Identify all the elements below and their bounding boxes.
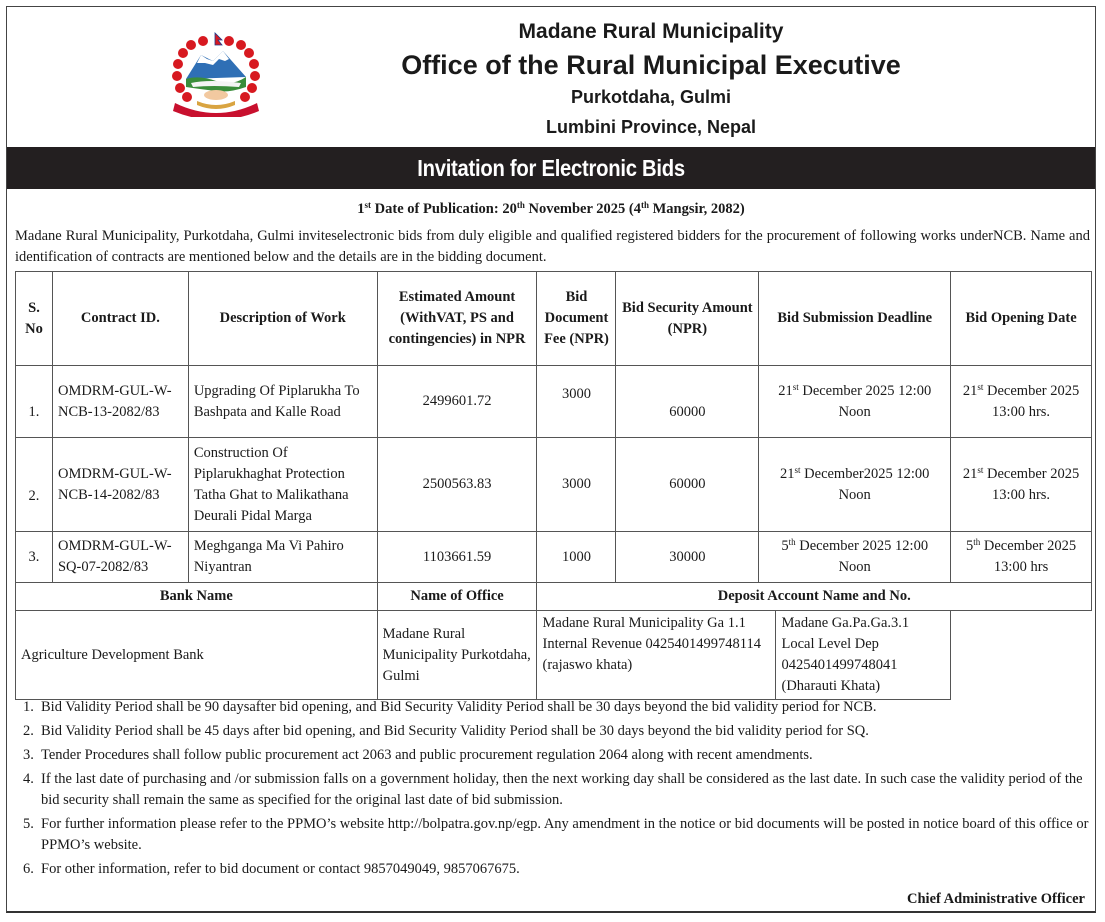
header-opening: Bid Opening Date (951, 272, 1092, 366)
cell-description: Upgrading Of Piplarukha To Bashpata and Kalle Road (188, 366, 377, 438)
deposit-account-revenue: Madane Rural Municipality Ga 1.1 Internal Revenue 0425401499748114 (rajaswo khata) (537, 611, 776, 699)
note-number: 3. (23, 747, 34, 763)
cell-description: Construction Of Piplarukhaghat Protection Tatha Ghat to Malikathana Deurali Pidal Marga (188, 438, 377, 532)
header-contract-id: Contract ID. (52, 272, 188, 366)
note-item (23, 769, 1097, 811)
header-description: Description of Work (188, 272, 377, 366)
deadline-day: 21 (778, 382, 793, 399)
signature: Chief Administrative Officer (907, 891, 1085, 907)
cell-doc-fee: 3000 (537, 366, 616, 438)
municipality-name: Madane Rural Municipality (518, 20, 784, 43)
nepali-date: Mangsir, 2082) (648, 201, 745, 217)
deadline-day: 21 (780, 465, 795, 482)
opening-rest: December 2025 13:00 hrs. (983, 382, 1080, 420)
opening-day: 21 (962, 382, 978, 399)
cell-contract-id: OMDRM-GUL-W-NCB-14-2082/83 (52, 438, 188, 532)
note-text: For other information, refer to bid document or contact 9857049049, 9857067675. (41, 861, 520, 877)
notice-frame (6, 6, 1096, 913)
bids-table (15, 271, 1092, 700)
notice-title: Invitation for Electronic Bids (417, 155, 685, 181)
note-text: If the last date of purchasing and /or submission falls on a government holiday, then the next working day shall be considered as the last date. In such case the validity period of the bid security shall remain the same as specified for the original last date of bid submission. (41, 771, 1083, 808)
cell-deadline (759, 438, 951, 532)
intro-paragraph: Madane Rural Municipality, Purkotdaha, Gulmi inviteselectronic bids from duly eligible and qualified registered bidders for the procurement of following works underNCB. Name and identification of contracts are mentioned below and the details are in the bidding document. (15, 228, 1090, 265)
note-item (23, 697, 1097, 718)
deadline-rest: December2025 12:00 Noon (800, 465, 930, 503)
notes-list (23, 697, 1097, 883)
table-header-row (16, 272, 1092, 366)
header-deposit-account: Deposit Account Name and No. (537, 583, 1092, 611)
note-item (23, 721, 1097, 742)
publication-month-year: November 2025 ( (524, 201, 634, 217)
cell-sno: 2. (16, 438, 53, 532)
header-sno: S. No (16, 272, 53, 366)
deadline-suffix: st (792, 381, 799, 392)
note-text: Bid Validity Period shall be 90 daysafter bid opening, and Bid Security Validity Period shall be 30 days beyond the bid validity period for NCB. (41, 699, 877, 715)
note-text: Bid Validity Period shall be 45 days after bid opening, and Bid Security Validity Period shall be 30 days beyond the bid validity period for SQ. (41, 723, 869, 739)
note-number: 6. (23, 861, 34, 877)
notice-title-banner (7, 147, 1095, 189)
province: Lumbini Province, Nepal (545, 117, 757, 137)
opening-rest: December 2025 13:00 hrs (980, 538, 1077, 575)
publication-date (7, 201, 1095, 218)
cell-deadline (759, 532, 951, 583)
cell-deadline (759, 366, 951, 438)
opening-suffix: st (977, 464, 984, 475)
cell-estimated: 2499601.72 (377, 366, 537, 438)
publication-day: 20 (502, 201, 517, 217)
cell-office-name: Madane Rural Municipality Purkotdaha, Gulmi (377, 611, 537, 700)
table-row (16, 532, 1092, 583)
cell-estimated: 1103661.59 (377, 532, 537, 583)
publication-label: Date of Publication: (371, 201, 503, 217)
header-security: Bid Security Amount (NPR) (616, 272, 759, 366)
cell-sno: 1. (16, 366, 53, 438)
note-number: 1. (23, 699, 34, 715)
opening-day: 21 (962, 465, 978, 482)
cell-opening (951, 366, 1092, 438)
header-estimated-amount: Estimated Amount (WithVAT, PS and contingencies) in NPR (377, 272, 537, 366)
deadline-suffix: st (794, 464, 801, 475)
nepali-suffix: th (640, 200, 649, 210)
note-text: For further information please refer to the PPMO’s website http://bolpatra.gov.np/egp. Any amendment in the notice or bid documents will be posted in notice board of this office or PPMO’s website. (41, 816, 1089, 853)
cell-security: 30000 (616, 532, 759, 583)
deadline-rest: December 2025 12:00 Noon (798, 382, 932, 420)
cell-doc-fee: 3000 (537, 438, 616, 532)
nepali-day: 4 (633, 201, 641, 217)
header-doc-fee: Bid Document Fee (NPR) (537, 272, 616, 366)
day-suffix: th (516, 200, 525, 210)
opening-rest: December 2025 13:00 hrs. (983, 465, 1080, 503)
deadline-rest: December 2025 12:00 Noon (795, 538, 929, 575)
note-item (23, 745, 1097, 766)
office-location: Purkotdaha, Gulmi (570, 87, 732, 107)
cell-contract-id: OMDRM-GUL-W-NCB-13-2082/83 (52, 366, 188, 438)
cell-contract-id: OMDRM-GUL-W-SQ-07-2082/83 (52, 532, 188, 583)
deadline-day: 5 (781, 538, 789, 554)
cell-security: 60000 (616, 366, 759, 438)
opening-suffix: st (977, 381, 984, 392)
deposit-account-dharauti: Madane Ga.Pa.Ga.3.1 Local Level Dep 0425401499748041 (Dharauti Khata) (781, 615, 910, 694)
note-number: 4. (23, 771, 34, 787)
header-bank-name: Bank Name (16, 583, 378, 611)
table-row (16, 366, 1092, 438)
note-number: 5. (23, 816, 34, 832)
table-row (16, 438, 1092, 532)
ordinal-suffix: st (364, 200, 372, 210)
bank-header-row (16, 583, 1092, 611)
cell-doc-fee: 1000 (537, 532, 616, 583)
note-text: Tender Procedures shall follow public procurement act 2063 and public procurement regulation 2064 along with recent amendments. (41, 747, 813, 763)
note-number: 2. (23, 723, 34, 739)
bank-row (16, 611, 1092, 700)
cell-security: 60000 (616, 438, 759, 532)
header (7, 7, 1095, 147)
header-deadline: Bid Submission Deadline (759, 272, 951, 366)
opening-suffix: th (973, 537, 981, 547)
cell-sno: 3. (16, 532, 53, 583)
header-office-name: Name of Office (377, 583, 537, 611)
deadline-suffix: th (788, 537, 796, 547)
opening-day: 5 (966, 538, 974, 554)
deposit-accounts (537, 611, 950, 699)
office-name: Office of the Rural Municipal Executive (401, 50, 901, 80)
cell-estimated: 2500563.83 (377, 438, 537, 532)
note-item (23, 859, 1097, 880)
cell-opening (951, 438, 1092, 532)
cell-bank-name: Agriculture Development Bank (16, 611, 378, 700)
cell-description: Meghganga Ma Vi Pahiro Niyantran (188, 532, 377, 583)
cell-opening (951, 532, 1092, 583)
ordinal-number: 1 (357, 201, 365, 217)
note-item (23, 814, 1097, 856)
